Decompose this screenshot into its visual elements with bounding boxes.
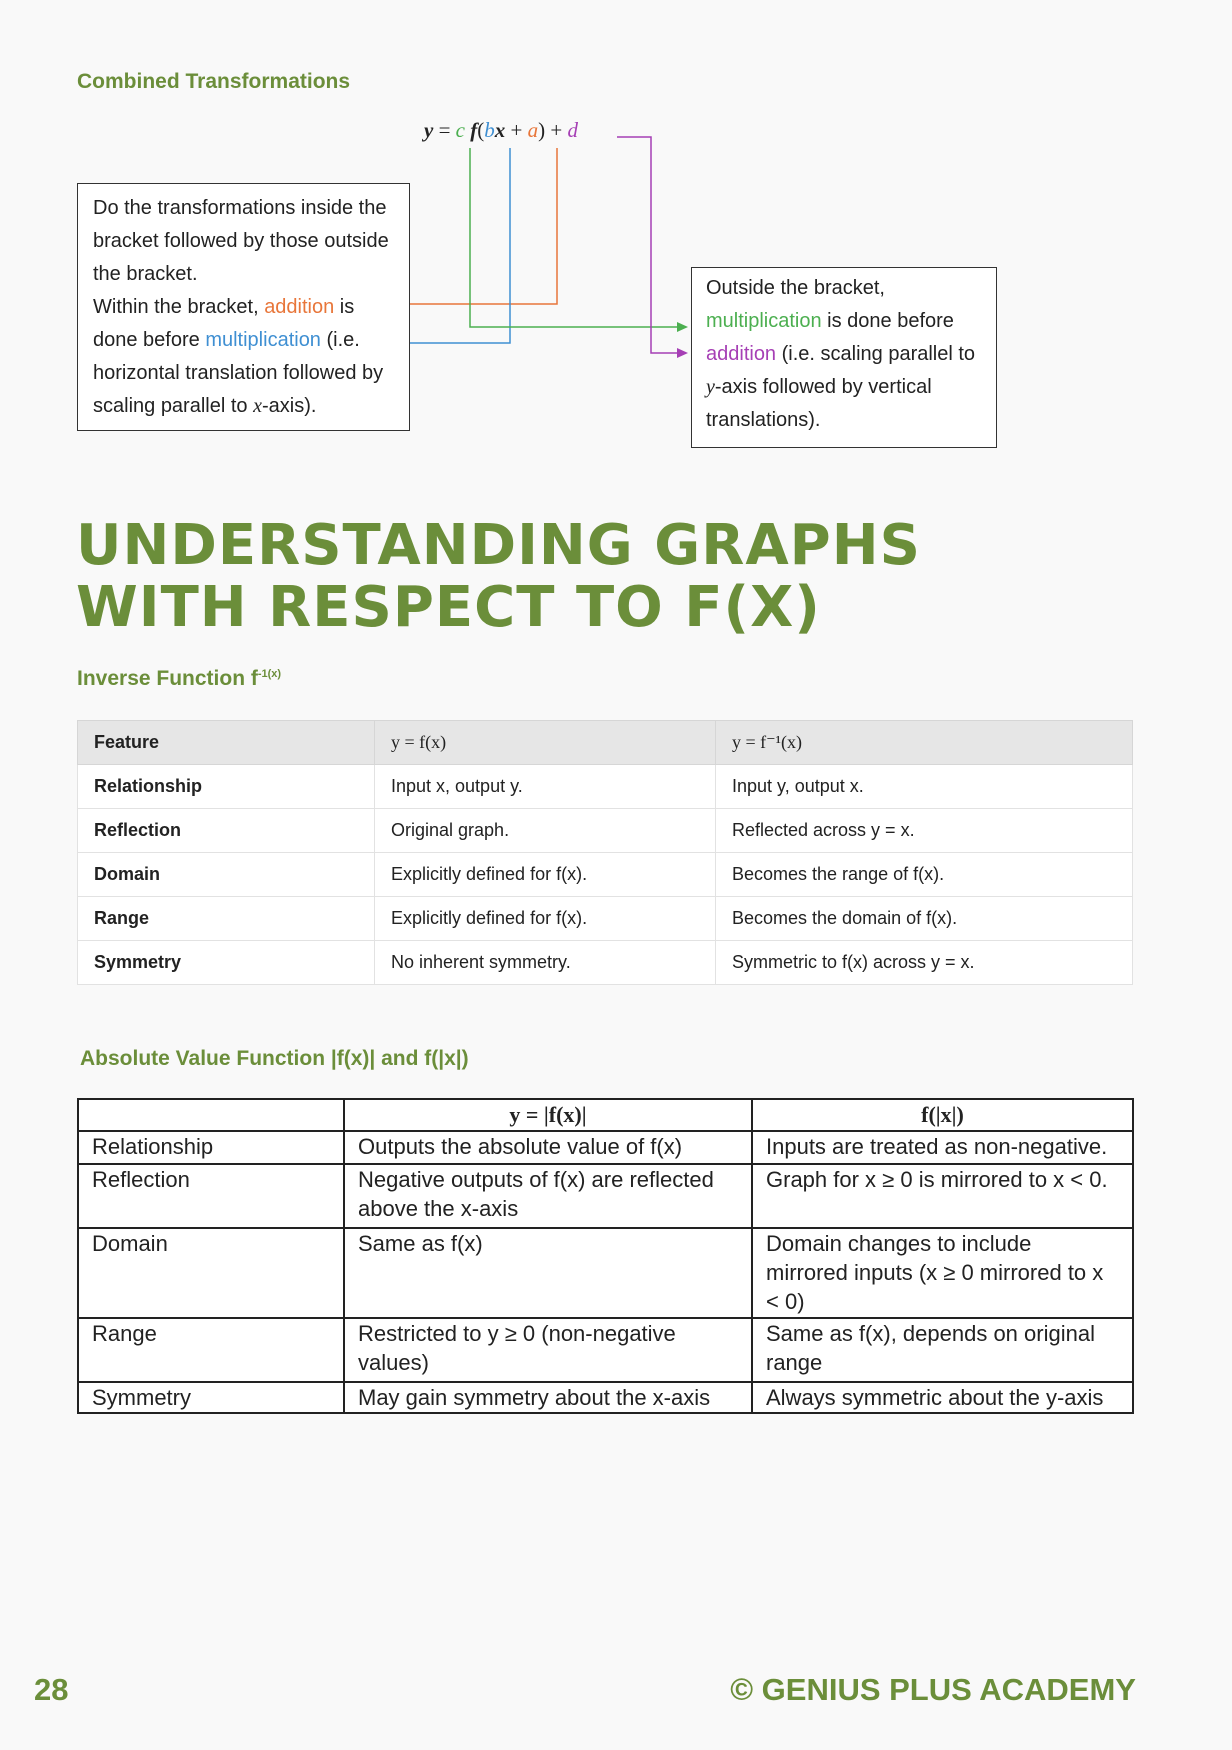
absolute-value-title: Absolute Value Function |f(x)| and f(|x|) — [80, 1047, 469, 1070]
header-cell: y = f(x) — [375, 721, 716, 765]
inside-bracket-note: Do the transformations inside the bracket followed by those outside the bracket. Within the bracket, addition is done before multiplication (i.e. horizontal translation followed by scaling parallel to x-axis). — [77, 183, 410, 431]
table-row: Relationship Outputs the absolute value of f(x) Inputs are treated as non-negative. — [78, 1131, 1133, 1164]
table-header-row — [78, 721, 1133, 765]
inverse-function-table — [77, 720, 1133, 985]
table-header-row — [78, 1099, 1133, 1131]
footer-brand: © GENIUS PLUS ACADEMY — [730, 1672, 1136, 1707]
transformation-formula: y = c f(bx + a) + d — [424, 118, 578, 142]
header-cell: y = f⁻¹(x) — [716, 721, 1133, 765]
table-row: Relationship Input x, output y. Input y, output x. — [78, 765, 1133, 809]
absolute-value-table — [77, 1098, 1134, 1414]
header-cell: f(|x|) — [752, 1099, 1133, 1131]
inverse-function-title: Inverse Function $f^{-1(x)}$ — [77, 667, 282, 690]
arrow-right-icon — [677, 348, 688, 358]
table-row: Reflection Original graph. Reflected across y = x. — [78, 809, 1133, 853]
table-row: Range Explicitly defined for f(x). Becomes the domain of f(x). — [78, 897, 1133, 941]
table-row: Domain Same as f(x) Domain changes to include mirrored inputs (x ≥ 0 mirrored to x < 0) — [78, 1228, 1133, 1318]
table-row: Reflection Negative outputs of f(x) are reflected above the x-axis Graph for x ≥ 0 is mirrored to x < 0. — [78, 1164, 1133, 1228]
header-cell: y = |f(x)| — [344, 1099, 752, 1131]
section-title: Combined Transformations — [77, 70, 351, 93]
arrow-right-icon — [677, 322, 688, 332]
outside-bracket-note: Outside the bracket, multiplication is done before addition (i.e. scaling parallel to y-axis followed by vertical translations). — [691, 267, 997, 448]
header-cell: Feature — [78, 721, 375, 765]
page-heading: UNDERSTANDING GRAPHS WITH RESPECT TO F(X) — [76, 513, 921, 640]
table-row: Domain Explicitly defined for f(x). Becomes the range of f(x). — [78, 853, 1133, 897]
table-row: Symmetry May gain symmetry about the x-axis Always symmetric about the y-axis — [78, 1382, 1133, 1413]
table-row: Symmetry No inherent symmetry. Symmetric to f(x) across y = x. — [78, 941, 1133, 985]
page-number: 28 — [34, 1672, 69, 1707]
table-row: Range Restricted to y ≥ 0 (non-negative values) Same as f(x), depends on original range — [78, 1318, 1133, 1382]
